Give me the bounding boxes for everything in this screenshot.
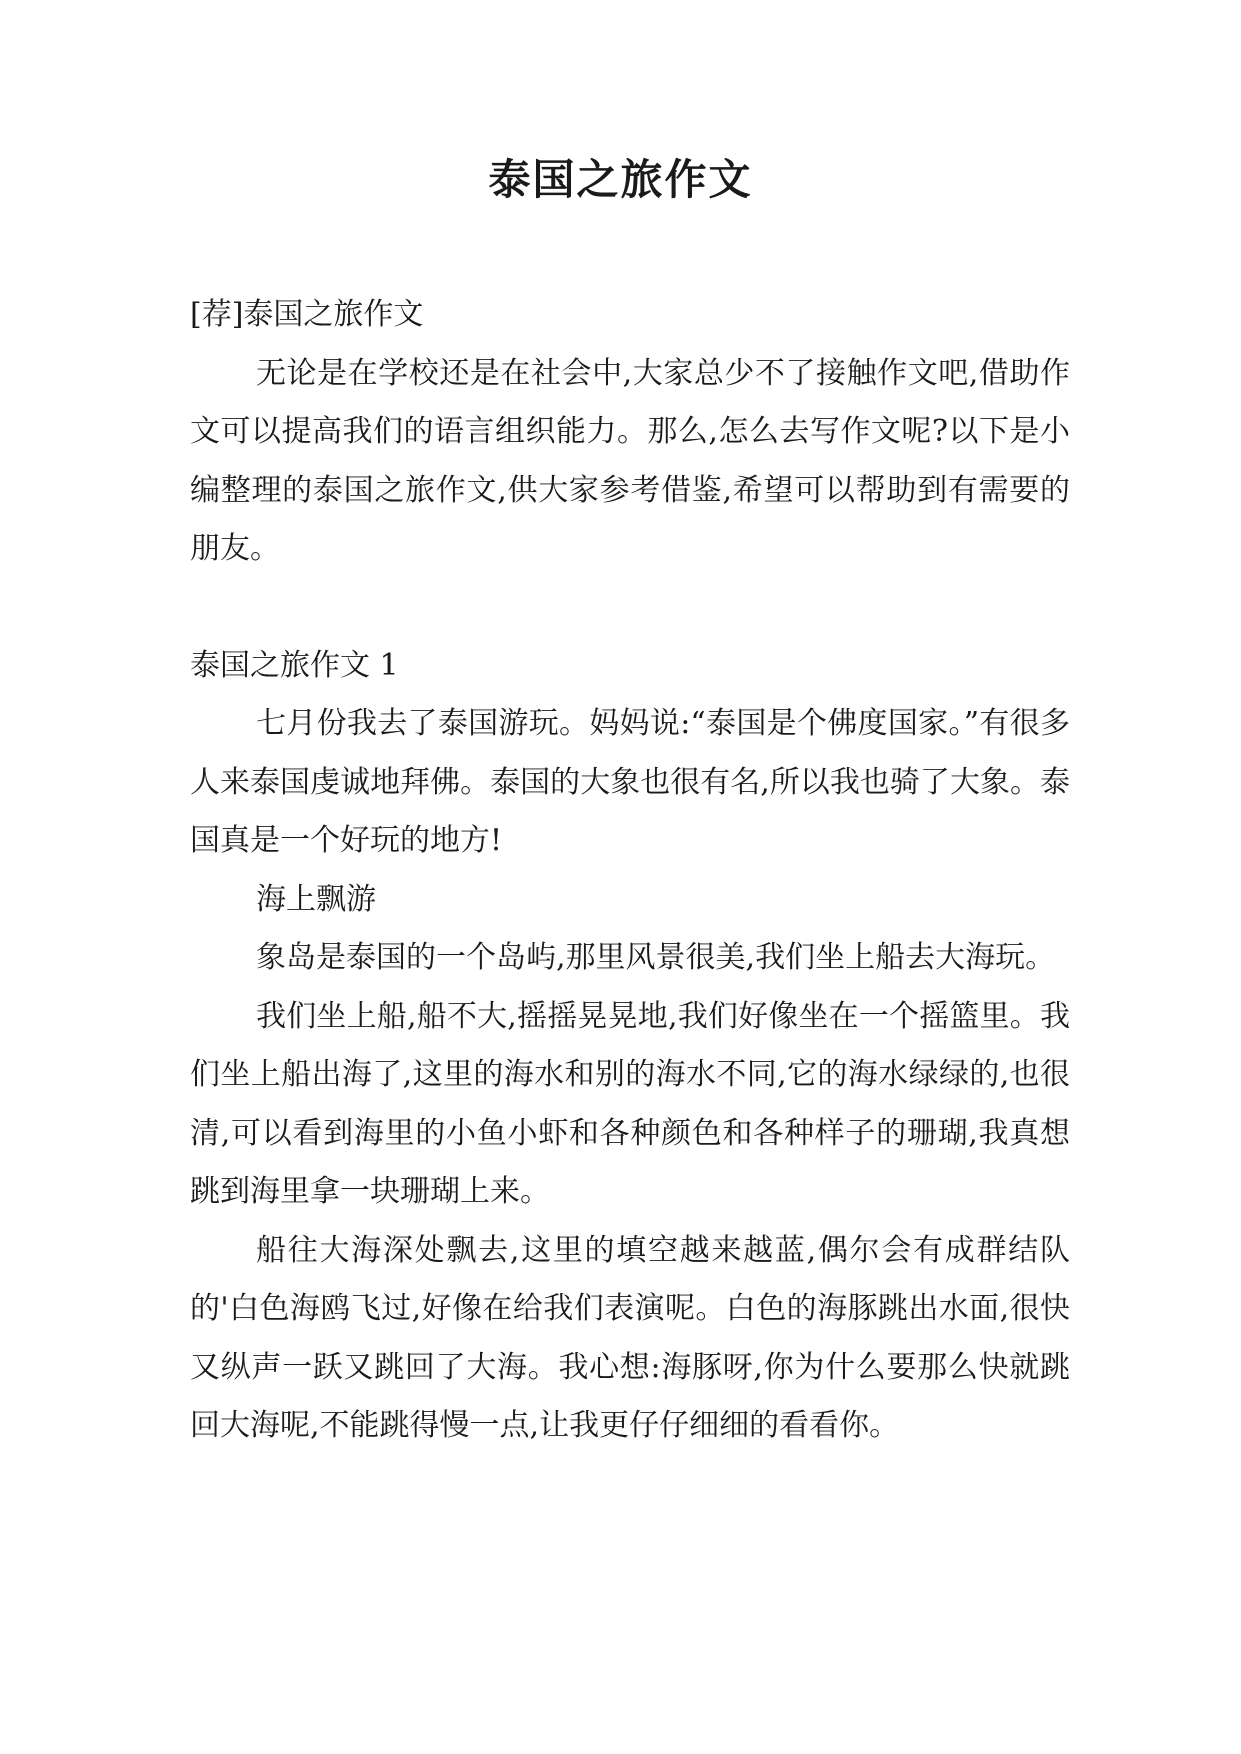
document-body <box>190 286 1070 1456</box>
essay-subheading: 海上飘游 <box>256 881 376 917</box>
intro-paragraph: 无论是在学校还是在社会中,大家总少不了接触作文吧,借助作文可以提高我们的语言组织能力。那么,怎么去写作文呢?以下是小编整理的泰国之旅作文,供大家参考借鉴,希望可以帮助到有需要的朋友。 <box>190 355 1070 566</box>
essay-paragraph-2: 象岛是泰国的一个岛屿,那里风景很美,我们坐上船去大海玩。 <box>256 940 1056 975</box>
essay-paragraph-1: 七月份我去了泰国游玩。妈妈说:“泰国是个佛度国家。”有很多人来泰国虔诚地拜佛。泰国的大象也很有名,所以我也骑了大象。泰国真是一个好玩的地方! <box>190 706 1070 858</box>
essay-paragraph-3: 我们坐上船,船不大,摇摇晃晃地,我们好像坐在一个摇篮里。我们坐上船出海了,这里的海水和别的海水不同,它的海水绿绿的,也很清,可以看到海里的小鱼小虾和各种颜色和各种样子的珊瑚,我真想跳到海里拿一块珊瑚上来。 <box>190 998 1070 1209</box>
essay-heading: 泰国之旅作文 1 <box>190 647 399 683</box>
essay-paragraph-4: 船往大海深处飘去,这里的填空越来越蓝,偶尔会有成群结队的'白色海鸥飞过,好像在给我们表演呢。白色的海豚跳出水面,很快又纵声一跃又跳回了大海。我心想:海豚呀,你为什么要那么快就跳回大海呢,不能跳得慢一点,让我更仔仔细细的看看你。 <box>190 1232 1070 1443</box>
section-gap <box>190 579 1070 637</box>
document-title: 泰国之旅作文 <box>488 155 753 204</box>
recommend-heading: [荐]泰国之旅作文 <box>190 297 424 332</box>
